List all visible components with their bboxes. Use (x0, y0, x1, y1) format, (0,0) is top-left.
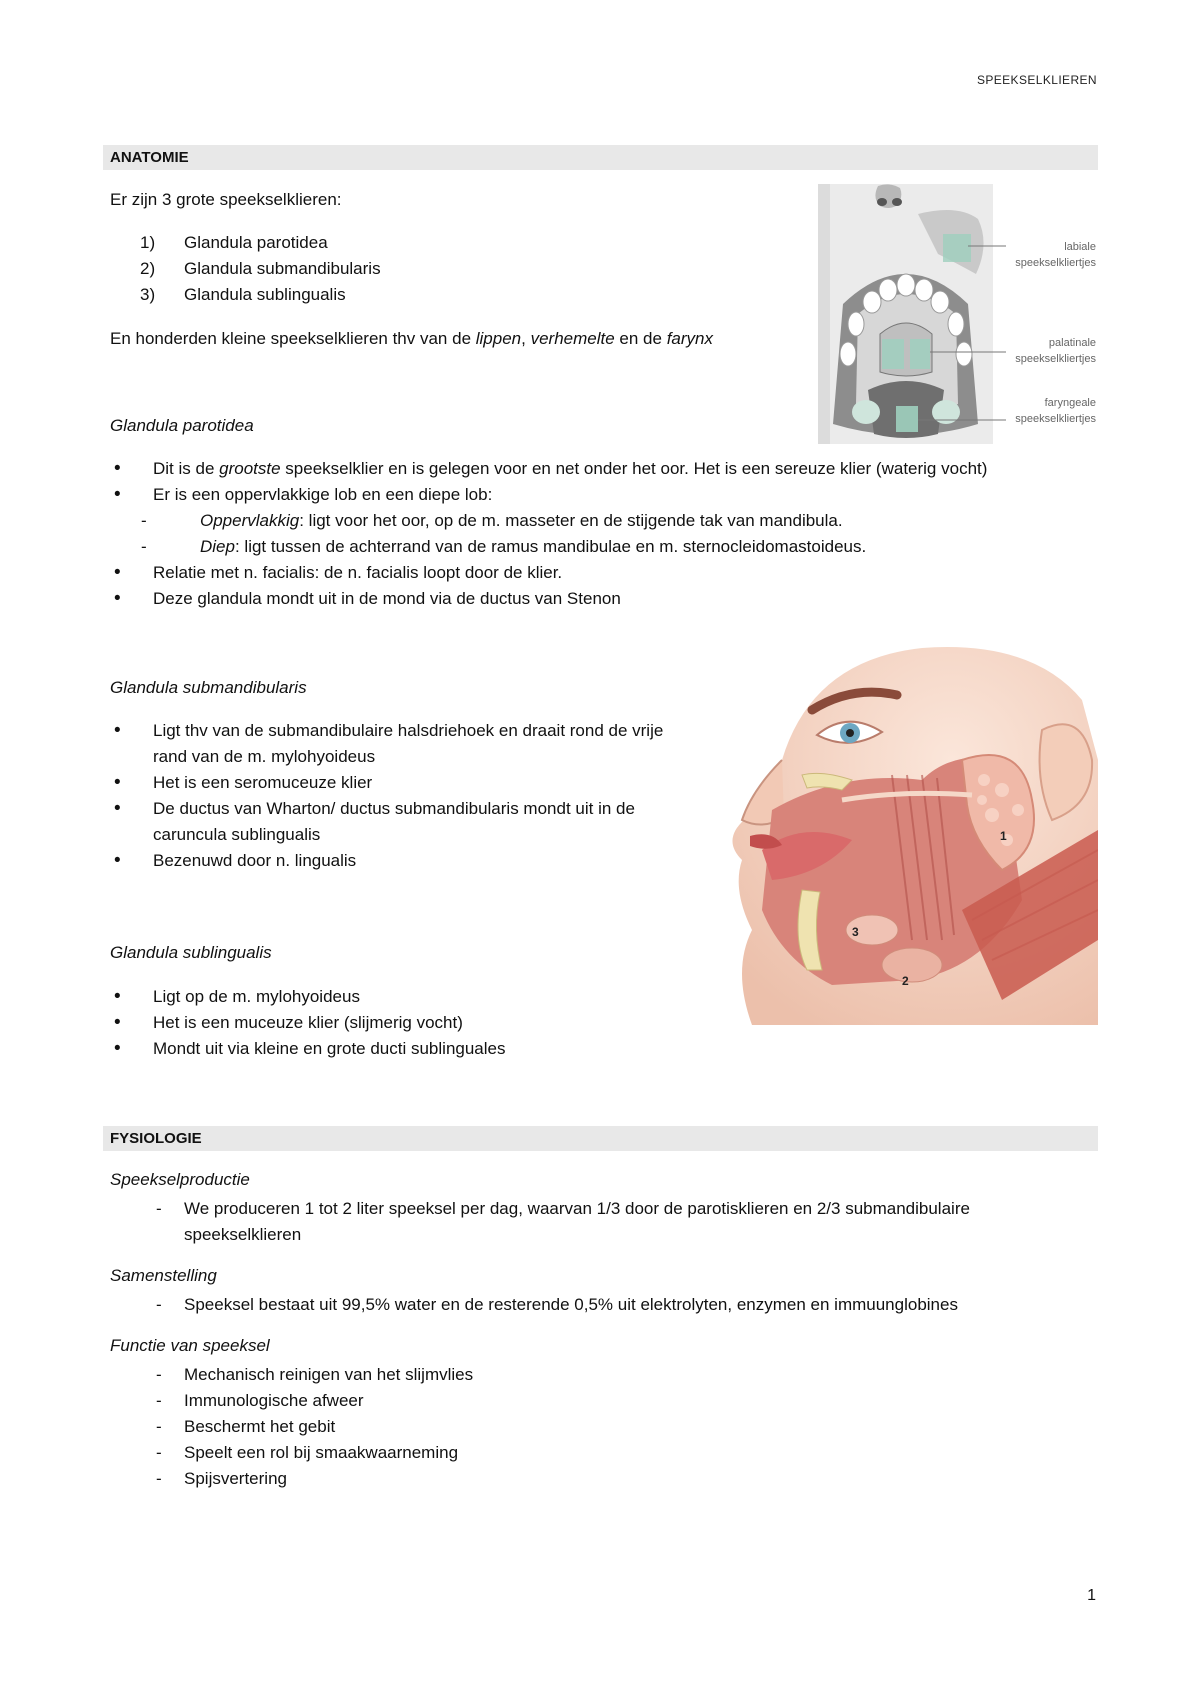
list-item: - Speeksel bestaat uit 99,5% water en de resterende 0,5% uit elektrolyten, enzymen en immuunglobines (150, 1292, 1080, 1318)
text-run: Dit is de (153, 459, 220, 478)
text-run: : ligt voor het oor, op de m. masseter en de stijgende tak van mandibula. (299, 511, 843, 530)
running-header: SPEEKSELKLIEREN (976, 73, 1097, 87)
submandibularis-list (110, 718, 690, 874)
parotidea-list (110, 456, 1100, 612)
oral-cavity-figure (818, 184, 1098, 444)
figure-label: speekselkliertjes (1015, 413, 1096, 425)
list-text: Glandula parotidea (184, 233, 328, 252)
list-number: 3) (140, 285, 156, 304)
list-item: • Deze glandula mondt uit in de mond via de ductus van Stenon (110, 586, 1100, 612)
emphasis-verhemelte: verhemelte (530, 329, 615, 348)
figure-label: labiale (1064, 241, 1096, 253)
head-dissection-figure (722, 640, 1098, 1025)
functie-list (150, 1362, 1080, 1492)
productie-list (150, 1196, 1080, 1248)
subheading-submandibularis: Glandula submandibularis (110, 678, 307, 697)
list-text: Glandula submandibularis (184, 259, 381, 278)
section-heading-anatomie: ANATOMIE (103, 145, 1098, 170)
list-item: - Speelt een rol bij smaakwaarneming (150, 1440, 1080, 1466)
list-item (140, 256, 381, 282)
text-run: Er is een oppervlakkige lob en een diepe lob: (153, 485, 493, 504)
subheading-functie: Functie van speeksel (110, 1336, 270, 1355)
list-item (110, 482, 1100, 560)
subheading-samenstelling: Samenstelling (110, 1266, 217, 1285)
text-run: speekselklier en is gelegen voor en net onder het oor. Het is een sereuze klier (waterig vocht) (280, 459, 988, 478)
section-heading-fysiologie: FYSIOLOGIE (103, 1126, 1098, 1151)
list-text: Glandula sublingualis (184, 285, 346, 304)
figure-number-label: 3 (852, 925, 859, 939)
emphasis: grootste (219, 459, 281, 478)
list-item: - Beschermt het gebit (150, 1414, 1080, 1440)
list-item: • Ligt op de m. mylohyoideus (110, 984, 810, 1010)
sublingualis-list (110, 984, 810, 1062)
figure-label: faryngeale (1044, 397, 1096, 409)
list-item: • Mondt uit via kleine en grote ducti sublinguales (110, 1036, 810, 1062)
oral-cavity-illustration (818, 184, 1098, 444)
list-number: 2) (140, 259, 156, 278)
list-item: • Bezenuwd door n. lingualis (110, 848, 690, 874)
samenstelling-list (150, 1292, 1080, 1318)
list-item: - We produceren 1 tot 2 liter speeksel per dag, waarvan 1/3 door de parotisklieren en 2/3 submandibulaire speekselklieren (150, 1196, 1080, 1248)
emphasis-farynx: farynx (666, 329, 713, 348)
emphasis: Diep (200, 537, 235, 556)
head-dissection-illustration (722, 640, 1098, 1025)
figure-number-label: 1 (1000, 829, 1007, 843)
list-item: - Mechanisch reinigen van het slijmvlies (150, 1362, 1080, 1388)
text-run: en de (614, 329, 667, 348)
figure-label: speekselkliertjes (1015, 353, 1096, 365)
list-item: • De ductus van Wharton/ ductus submandibularis mondt uit in de caruncula sublingualis (110, 796, 690, 848)
emphasis: Oppervlakkig (200, 511, 300, 530)
figure-label: speekselkliertjes (1015, 257, 1096, 269)
list-item (140, 230, 381, 256)
sublist (173, 508, 1100, 560)
figure-number-label: 2 (902, 974, 909, 988)
subheading-sublingualis: Glandula sublingualis (110, 943, 272, 962)
list-item (140, 282, 381, 308)
text-run: , (521, 329, 531, 348)
minor-glands-text (110, 329, 713, 349)
major-glands-list (140, 230, 381, 308)
intro-text: Er zijn 3 grote speekselklieren: (110, 190, 342, 209)
text-run: En honderden kleine speekselklieren thv van de (110, 329, 476, 348)
list-item: • Ligt thv van de submandibulaire halsdriehoek en draait rond de vrije rand van de m. mylohyoideus (110, 718, 690, 770)
figure-label: palatinale (1048, 337, 1096, 349)
list-item: • Het is een muceuze klier (slijmerig vocht) (110, 1010, 810, 1036)
list-item (173, 508, 1100, 534)
list-item: • Het is een seromuceuze klier (110, 770, 690, 796)
list-item (173, 534, 1100, 560)
list-item (110, 456, 1100, 482)
subheading-parotidea: Glandula parotidea (110, 416, 254, 435)
list-item: • Relatie met n. facialis: de n. facialis loopt door de klier. (110, 560, 1100, 586)
list-item: - Immunologische afweer (150, 1388, 1080, 1414)
list-item: - Spijsvertering (150, 1466, 1080, 1492)
list-number: 1) (140, 233, 156, 252)
page-number: 1 (1087, 1587, 1096, 1604)
text-run: : ligt tussen de achterrand van de ramus mandibulae en m. sternocleidomastoideus. (234, 537, 867, 556)
emphasis-lippen: lippen (475, 329, 522, 348)
subheading-speekselproductie: Speekselproductie (110, 1170, 250, 1189)
